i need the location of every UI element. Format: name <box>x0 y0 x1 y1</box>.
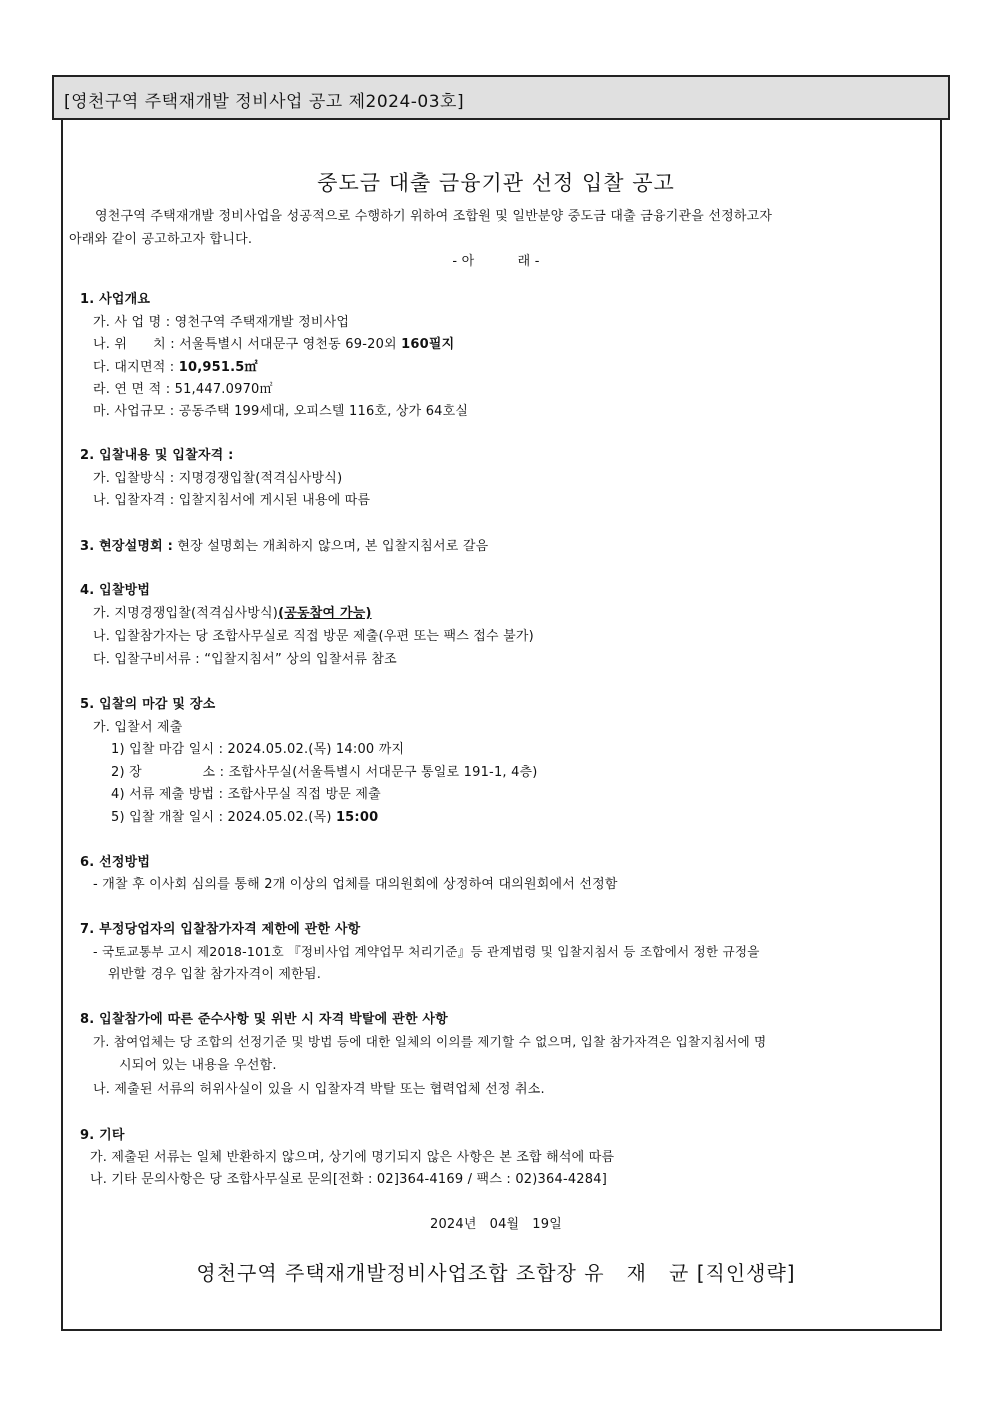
s8-item-a-line-1: 가. 참여업체는 당 조합의 선정기준 및 방법 등에 대한 일체의 이의를 제기할 수 없으며, 입찰 참가자격은 입찰지침서에 명 <box>93 1034 767 1049</box>
s1-item-c: 다. 대지면적 : 10,951.5㎡ <box>93 360 258 375</box>
s7-line-2: 위반할 경우 입찰 참가자격이 제한됨. <box>108 967 322 982</box>
section-6-title: 6. 선정방법 <box>80 855 151 870</box>
intro-line-2: 아래와 같이 공고하고자 합니다. <box>69 232 253 247</box>
s1-item-a: 가. 사 업 명 : 영천구역 주택재개발 정비사업 <box>93 315 350 330</box>
s6-text: - 개찰 후 이사회 심의를 통해 2개 이상의 업체를 대의원회에 상정하여 대의원회에서 선정함 <box>93 877 618 892</box>
s5-sub-2: 2) 장 소 : 조합사무실(서울특별시 서대문구 통일로 191-1, 4층) <box>111 765 538 780</box>
s5-sub-4: 4) 서류 제출 방법 : 조합사무실 직접 방문 제출 <box>111 787 381 802</box>
notice-date: 2024년 04월 19일 <box>429 1217 563 1232</box>
section-1-title: 1. 사업개요 <box>80 292 151 307</box>
s5-sub-5: 5) 입찰 개찰 일시 : 2024.05.02.(목) 15:00 <box>111 810 379 825</box>
page-title: 중도금 대출 금융기관 선정 입찰 공고 <box>317 171 675 195</box>
section-3: 3. 현장설명회 : 현장 설명회는 개최하지 않으며, 본 입찰지침서로 갈음 <box>80 539 489 554</box>
section-2-title: 2. 입찰내용 및 입찰자격 : <box>80 448 234 463</box>
intro-line-1: 영천구역 주택재개발 정비사업을 성공적으로 수행하기 위하여 조합원 및 일반분양 중도금 대출 금융기관을 선정하고자 <box>95 209 773 224</box>
s1-item-b: 나. 위 치 : 서울특별시 서대문구 영천동 69-20외 160필지 <box>93 337 455 352</box>
s2-item-b: 나. 입찰자격 : 입찰지침서에 게시된 내용에 따름 <box>93 493 371 508</box>
section-4-title: 4. 입찰방법 <box>80 583 151 598</box>
s9-item-a: 가. 제출된 서류는 일체 반환하지 않으며, 상기에 명기되지 않은 사항은 본 조합 해석에 따름 <box>90 1150 615 1165</box>
s7-line-1: - 국토교통부 고시 제2018-101호 『정비사업 계약업무 처리기준』등 관계법령 및 입찰지침서 등 조합에서 정한 규정을 <box>93 944 760 959</box>
notice-number-box <box>52 75 950 120</box>
s9-item-b: 나. 기타 문의사항은 당 조합사무실로 문의[전화 : 02]364-4169 / 팩스 : 02)364-4284] <box>90 1172 607 1187</box>
section-7-title: 7. 부정당업자의 입찰참가자격 제한에 관한 사항 <box>80 922 361 937</box>
section-5-title: 5. 입찰의 마감 및 장소 <box>80 697 216 712</box>
s2-item-a: 가. 입찰방식 : 지명경쟁입찰(적격심사방식) <box>93 471 343 486</box>
notice-number: [영천구역 주택재개발 정비사업 공고 제2024-03호] <box>64 92 465 112</box>
s1-item-e: 마. 사업규모 : 공동주택 199세대, 오피스텔 116호, 상가 64호실 <box>93 404 469 419</box>
signature-line: 영천구역 주택재개발정비사업조합 조합장 유 재 균 [직인생략] <box>196 1261 796 1285</box>
s8-item-b: 나. 제출된 서류의 허위사실이 있을 시 입찰자격 박탈 또는 협력업체 선정 취소. <box>93 1082 545 1097</box>
s1-item-d: 라. 연 면 적 : 51,447.0970㎡ <box>93 382 273 397</box>
section-9-title: 9. 기타 <box>80 1128 125 1143</box>
s4-item-b: 나. 입찰참가자는 당 조합사무실로 직접 방문 제출(우편 또는 팩스 접수 불가) <box>93 629 534 644</box>
s4-item-c: 다. 입찰구비서류 : “입찰지침서” 상의 입찰서류 참조 <box>93 652 397 667</box>
s5-item-a: 가. 입찰서 제출 <box>93 720 183 735</box>
s5-sub-1: 1) 입찰 마감 일시 : 2024.05.02.(목) 14:00 까지 <box>111 742 405 757</box>
section-8-title: 8. 입찰참가에 따른 준수사항 및 위반 시 자격 박탈에 관한 사항 <box>80 1012 448 1027</box>
below-marker: - 아 래 - <box>452 254 540 269</box>
s8-item-a-line-2: 시되어 있는 내용을 우선함. <box>119 1058 277 1073</box>
s4-item-a: 가. 지명경쟁입찰(적격심사방식)(공동참여 가능) <box>93 606 372 621</box>
